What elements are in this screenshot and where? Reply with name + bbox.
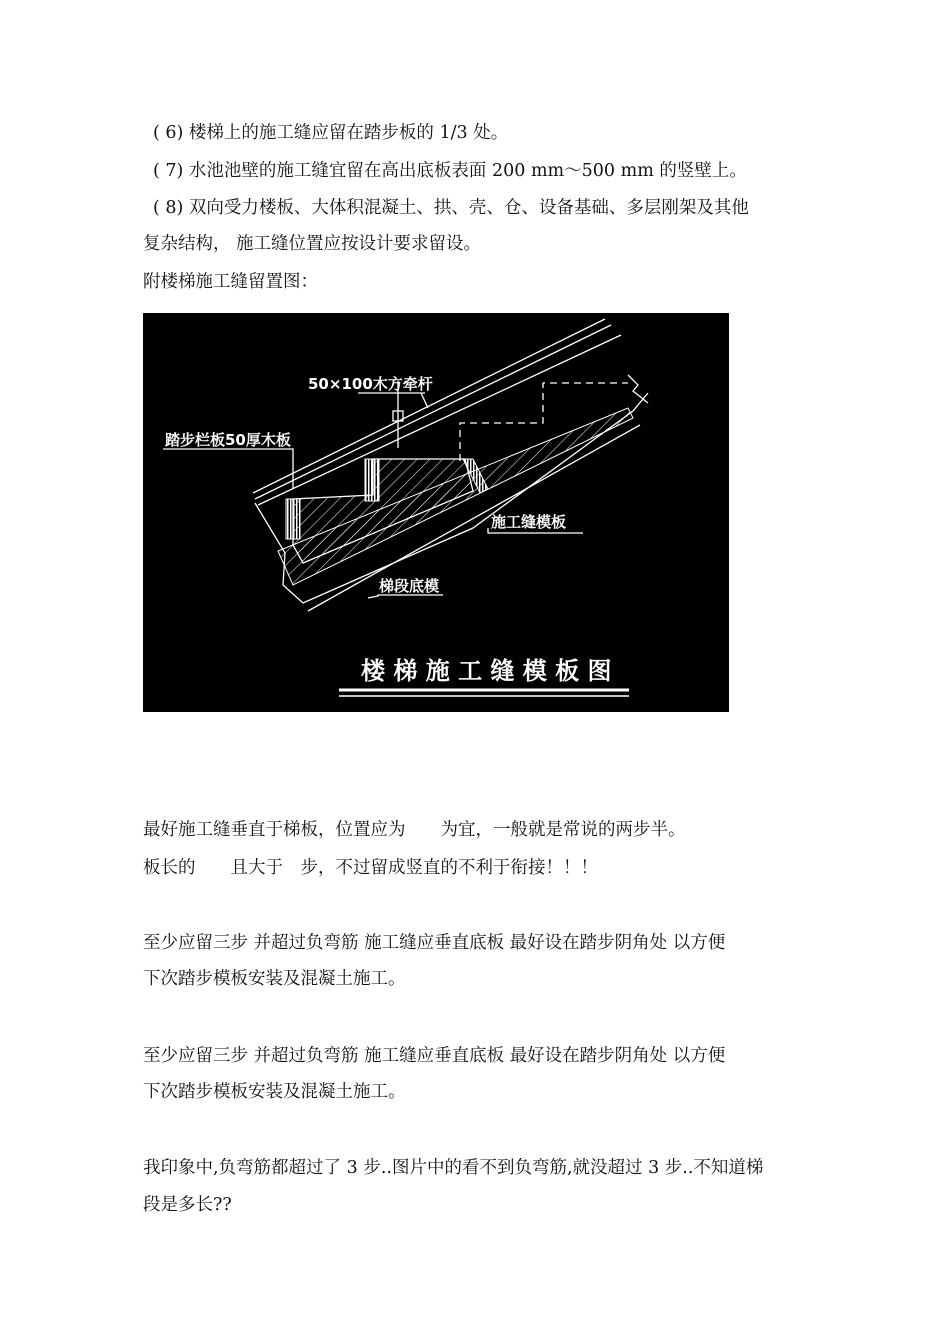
comment-2-line-1: 至少应留三步 并超过负弯筋 施工缝应垂直底板 最好设在踏步阴角处 以方便 [143,933,726,953]
stair-joint-formwork-figure [143,313,729,712]
paragraph-item-7: ( 7) 水池池壁的施工缝宜留在高出底板表面 200 mm～500 mm 的竖壁上。 [153,161,747,181]
paragraph-item-8-line-2: 复杂结构， 施工缝位置应按设计要求留设。 [143,234,482,254]
comment-4-line-1: 我印象中,负弯筋都超过了 3 步..图片中的看不到负弯筋,就没超过 3 步..不知道梯 [143,1158,764,1178]
stair-drawing [143,313,729,712]
guard-board-left [286,499,300,539]
label-joint-formwork: 施工缝模板 [491,513,567,531]
figure-title: 楼 梯 施 工 缝 模 板 图 [361,657,612,685]
comment-1-line-2: 板长的 且大于 步，不过留成竖直的不利于衔接！！！ [143,858,598,878]
paragraph-item-6: ( 6) 楼梯上的施工缝应留在踏步板的 1/3 处。 [153,123,509,143]
comment-2-line-2: 下次踏步模板安装及混凝土施工。 [143,969,406,989]
comment-3-line-2: 下次踏步模板安装及混凝土施工。 [143,1082,406,1102]
comment-3-line-1: 至少应留三步 并超过负弯筋 施工缝应垂直底板 最好设在踏步阴角处 以方便 [143,1046,726,1066]
label-guard-board: 踏步栏板50厚木板 [165,431,291,449]
figure-intro: 附楼梯施工缝留置图： [143,272,318,292]
comment-4-line-2: 段是多长?? [143,1195,232,1215]
paragraph-item-8-line-1: ( 8) 双向受力楼板、大体积混凝土、拱、壳、仓、设备基础、多层刚架及其他 [153,198,749,218]
bottom-leader [368,595,443,598]
label-bottom-form: 梯段底模 [379,577,440,595]
break-symbol [628,375,648,403]
label-brace: 50×100木方牵杆 [308,375,433,393]
guard-board-right [365,459,379,501]
comment-1-line-1: 最好施工缝垂直于梯板，位置应为 为宜，一般就是常说的两步半。 [143,820,686,840]
